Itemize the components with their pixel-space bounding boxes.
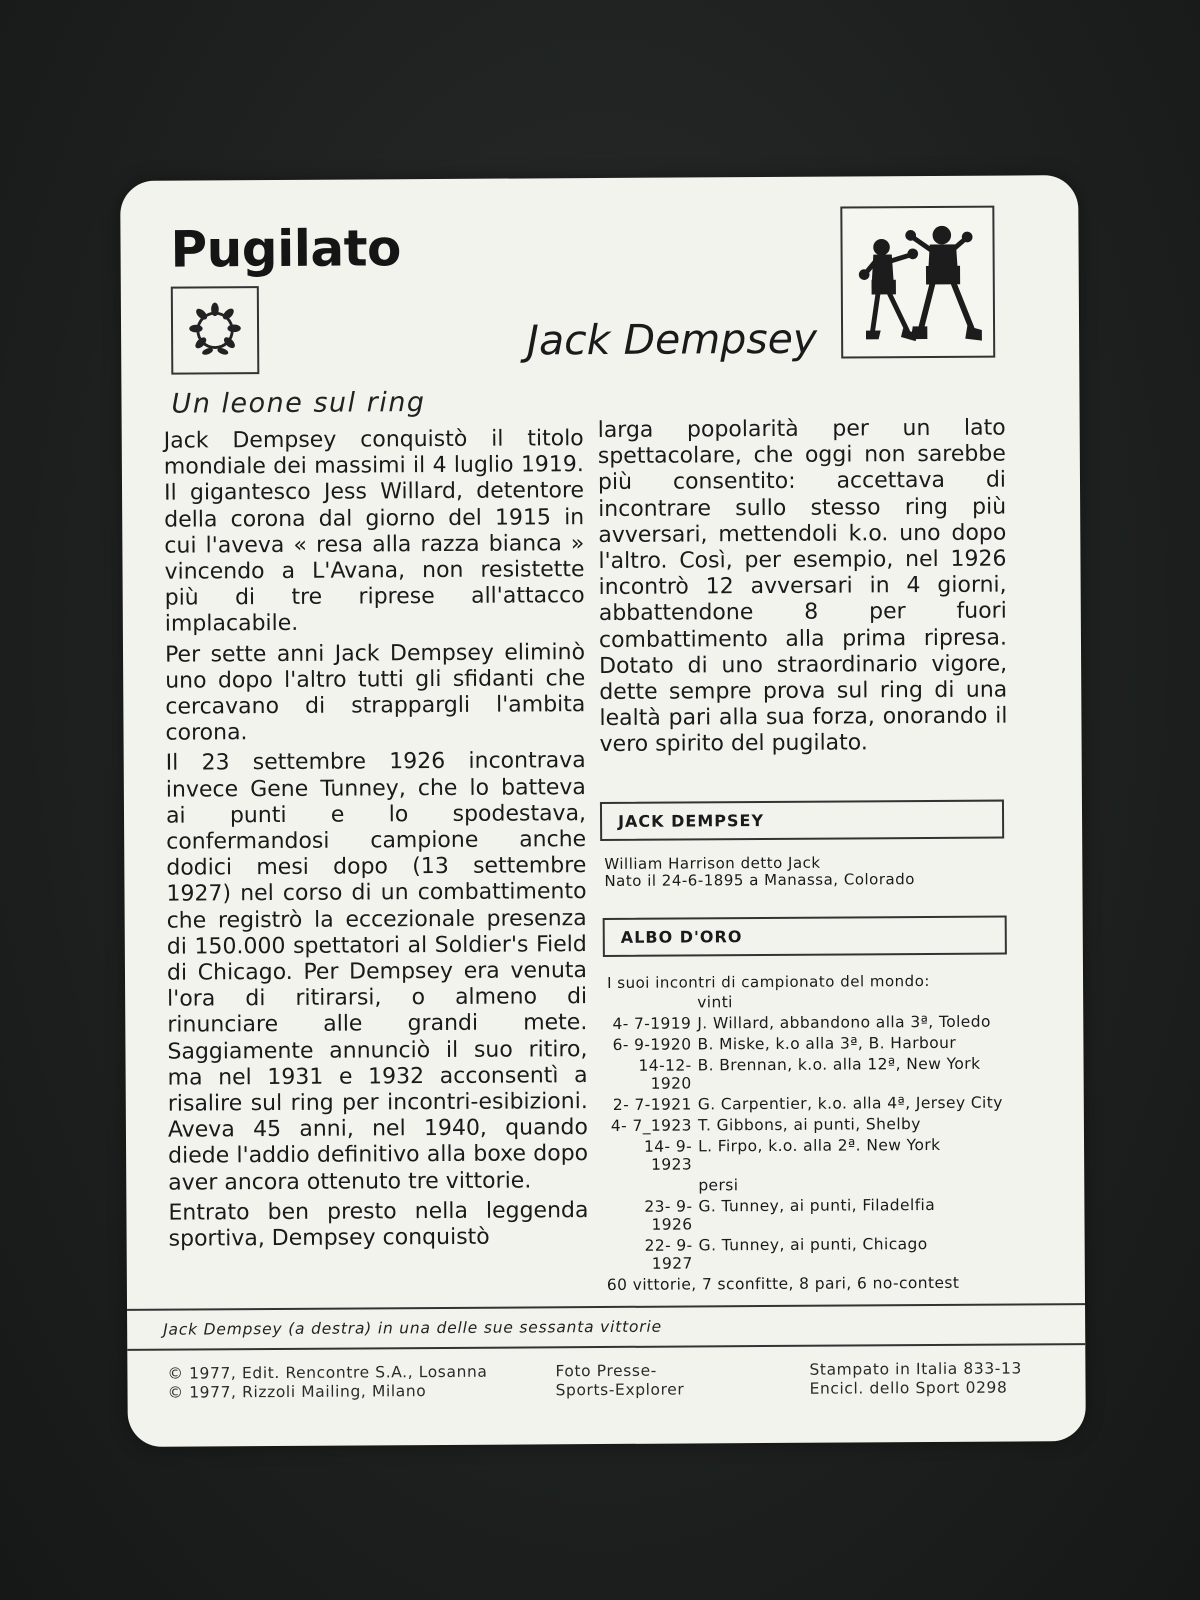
- paragraph: Il 23 settembre 1926 incontrava invece Gene Tunney, che lo batteva ai punti e lo spodestava, confermandosi campione anche dodici mesi dopo (13 settembre 1927) nel corso di un combattimento che registrò la eccezionale presenza di 150.000 spettatori al Soldier's Field di Chicago. Per Dempsey era venuta l'ora di ritirarsi, o almeno di rinunciare alle grandi mete. Saggiamente annunciò il suo ritiro, ma nel 1931 e 1932 acconsentì a risalire sul ring per incontri-esibizioni. Aveva 45 anni, nel 1940, quando diede l'addio definitivo alla boxe dopo aver ancora ottenuto tre vittorie.: [165, 748, 589, 1196]
- fight-result: B. Miske, k.o alla 3ª, B. Harbour: [697, 1033, 957, 1054]
- fight-date: 22- 9-1927: [644, 1236, 693, 1273]
- list-item: [606, 1054, 1026, 1093]
- fight-date: 2- 7-1921: [612, 1095, 692, 1114]
- paragraph: larga popolarità per un lato spettacolare, che oggi non sarebbe più consentito: accettava di incontrare sullo stesso ring più avversari, mettendoli k.o. uno dopo l'altro. Così, per esempio, nel 1926 incontrò 12 avversari in 4 giorni, abbattendone 8 per fuori combattimento alla prima ripresa. Dotato di uno straordinario vigore, dette sempre prova sul ring di una lealtà pari alla sua forza, onorando il vero spirito del pugilato.: [597, 415, 1008, 758]
- fight-date: 4- 7_1923: [610, 1116, 692, 1135]
- paragraph: Per sette anni Jack Dempsey eliminò uno dopo l'altro tutti gli sfidanti che cercavano di strappargli l'ambita corona.: [164, 639, 586, 746]
- bio-name-line: William Harrison detto Jack: [604, 853, 821, 873]
- list-item: [605, 1033, 1025, 1054]
- photo-caption: Jack Dempsey (a destra) in una delle sue sessanta vittorie: [163, 1317, 662, 1339]
- career-summary: 60 vittorie, 7 sconfitte, 8 pari, 6 no-contest: [606, 1273, 960, 1294]
- fight-result: G. Carpentier, k.o. alla 4ª, Jersey City: [697, 1093, 1003, 1114]
- albo-intro: I suoi incontri di campionato del mondo:: [606, 972, 930, 992]
- athlete-name: Jack Dempsey: [526, 314, 818, 365]
- list-item: [606, 1135, 1026, 1174]
- boxers-illustration: [840, 206, 995, 359]
- divider: [127, 1343, 1085, 1351]
- fight-date: 23- 9-1926: [644, 1197, 693, 1234]
- fight-date: 6- 9-1920: [612, 1035, 692, 1054]
- sport-card: [120, 175, 1086, 1447]
- card-subtitle: Un leone sul ring: [171, 387, 426, 420]
- fight-result: L. Firpo, k.o. alla 2ª. New York: [697, 1135, 941, 1156]
- bio-heading: JACK DEMPSEY: [600, 800, 1004, 841]
- print-info-line: Encicl. dello Sport 0298: [809, 1378, 1008, 1398]
- championship-list: [605, 989, 1027, 1294]
- copyright-block: [167, 1363, 487, 1403]
- list-item: [606, 1195, 1026, 1234]
- fight-result: T. Gibbons, ai punti, Shelby: [697, 1115, 921, 1135]
- won-label: vinti: [697, 993, 733, 1012]
- fight-date: 4- 7-1919: [612, 1014, 692, 1033]
- print-info-line: Stampato in Italia 833-13: [809, 1359, 1022, 1379]
- fight-date: 14- 9-1923: [643, 1137, 693, 1174]
- sport-title: Pugilato: [170, 219, 402, 279]
- fight-result: J. Willard, abbandono alla 3ª, Toledo: [697, 1012, 991, 1033]
- photo-credit-line: Sports-Explorer: [555, 1380, 685, 1400]
- laurel-wreath-icon: [171, 286, 260, 375]
- list-item: [606, 1093, 1026, 1114]
- fight-result: B. Brennan, k.o. alla 12ª, New York: [697, 1054, 981, 1075]
- list-item: [607, 1234, 1027, 1273]
- fight-date: 14-12-1920: [638, 1056, 692, 1093]
- biography-column-1: [164, 426, 589, 1257]
- photo-credit-line: Foto Presse-: [555, 1361, 657, 1381]
- lost-label: persi: [698, 1176, 739, 1195]
- divider: [127, 1303, 1085, 1311]
- copyright-line: © 1977, Edit. Rencontre S.A., Losanna: [167, 1362, 488, 1383]
- bio-details: [604, 854, 915, 890]
- fight-result: G. Tunney, ai punti, Chicago: [698, 1235, 928, 1255]
- list-item: [605, 1012, 1025, 1033]
- list-item: [606, 1114, 1026, 1135]
- fight-result: G. Tunney, ai punti, Filadelfia: [698, 1195, 936, 1216]
- photo-credit: [555, 1362, 684, 1401]
- copyright-line: © 1977, Rizzoli Mailing, Milano: [167, 1382, 427, 1402]
- biography-column-2: [598, 416, 1008, 763]
- albo-heading: ALBO D'ORO: [603, 916, 1007, 957]
- paragraph: Entrato ben presto nella leggenda sportiva, Dempsey conquistò: [168, 1197, 589, 1252]
- print-info: [809, 1359, 1022, 1398]
- bio-birth-line: Nato il 24-6-1895 a Manassa, Colorado: [604, 870, 915, 890]
- paragraph: Jack Dempsey conquistò il titolo mondiale dei massimi il 4 luglio 1919. Il gigantesco Jess Willard, detentore della corona dal giorno del 1915 in cui l'aveva « resa alla razza bianca » vincendo a L'Avana, non resistette più di tre riprese all'attacco implacabile.: [163, 426, 585, 638]
